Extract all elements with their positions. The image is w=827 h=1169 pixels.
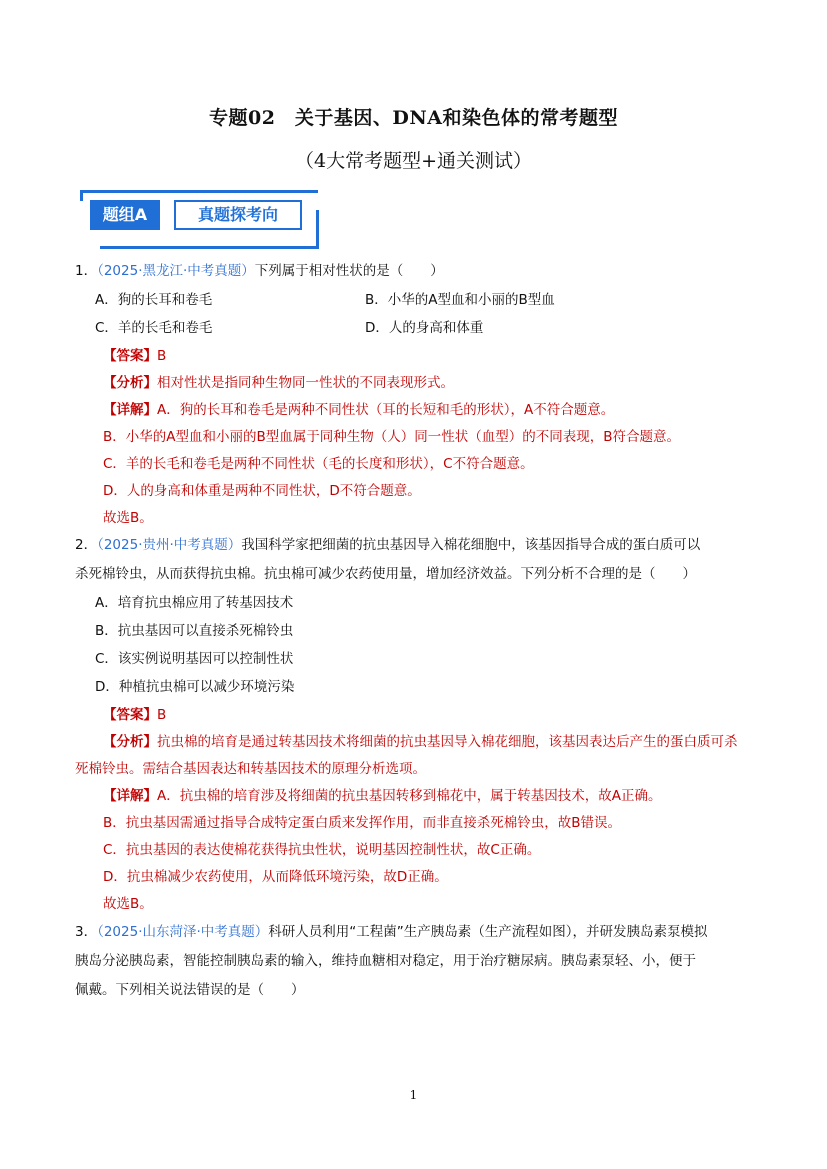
analysis-label: 【分析】 bbox=[103, 375, 157, 391]
question-source: （2025·黑龙江·中考真题） bbox=[97, 263, 255, 279]
q1-conclusion: 故选B。 bbox=[103, 510, 153, 526]
q1-option-b: B．小华的A型血和小丽的B型血 bbox=[365, 292, 555, 308]
q2-option-b: B．抗虫基因可以直接杀死棉铃虫 bbox=[95, 623, 294, 639]
q1-analysis bbox=[103, 373, 454, 393]
question-source: （2025·贵州·中考真题） bbox=[97, 537, 242, 553]
q2-answer bbox=[103, 705, 166, 725]
q2-option-d: D．种植抗虫棉可以减少环境污染 bbox=[95, 679, 295, 695]
answer-value: B bbox=[157, 348, 167, 364]
question-text: 我国科学家把细菌的抗虫基因导入棉花细胞中，该基因指导合成的蛋白质可以 bbox=[241, 537, 701, 553]
question-text: 科研人员利用“工程菌”生产胰岛素（生产流程如图），并研发胰岛素泵模拟 bbox=[268, 924, 708, 940]
detail-text: A．狗的长耳和卷毛是两种不同性状（耳的长短和毛的形状），A不符合题意。 bbox=[157, 402, 615, 418]
question-3-stem-end: 佩戴。下列相关说法错误的是（ ） bbox=[75, 982, 305, 998]
q1-detail-a bbox=[103, 400, 614, 420]
q2-detail-c: C．抗虫基因的表达使棉花获得抗虫性状，说明基因控制性状，故C正确。 bbox=[103, 842, 541, 858]
analysis-text: 相对性状是指同种生物同一性状的不同表现形式。 bbox=[157, 375, 454, 391]
q2-detail-a bbox=[103, 786, 661, 806]
page-subtitle: （4大常考题型+通关测试） bbox=[294, 150, 532, 172]
answer-value: B bbox=[157, 707, 167, 723]
q2-conclusion: 故选B。 bbox=[103, 896, 153, 912]
question-2-stem-cont: 杀死棉铃虫，从而获得抗虫棉。抗虫棉可减少农药使用量，增加经济效益。下列分析不合理的是（ ） bbox=[75, 566, 696, 582]
detail-text: A．抗虫棉的培育涉及将细菌的抗虫基因转移到棉花中，属于转基因技术，故A正确。 bbox=[157, 788, 662, 804]
detail-label: 【详解】 bbox=[103, 402, 157, 418]
q2-analysis bbox=[103, 732, 738, 752]
q1-detail-c: C．羊的长毛和卷毛是两种不同性状（毛的长度和形状），C不符合题意。 bbox=[103, 456, 534, 472]
answer-label: 【答案】 bbox=[103, 707, 157, 723]
question-1-stem bbox=[75, 261, 444, 281]
q1-option-d: D．人的身高和体重 bbox=[365, 320, 484, 336]
banner-group-tag: 题组A bbox=[90, 200, 160, 230]
detail-label: 【详解】 bbox=[103, 788, 157, 804]
section-banner bbox=[80, 190, 320, 250]
page-number: 1 bbox=[409, 1088, 418, 1102]
page-title: 专题02 关于基因、DNA和染色体的常考题型 bbox=[208, 107, 619, 129]
question-source: （2025·山东菏泽·中考真题） bbox=[97, 924, 269, 940]
analysis-label: 【分析】 bbox=[103, 734, 157, 750]
question-2-stem bbox=[75, 535, 700, 555]
q2-detail-b: B．抗虫基因需通过指导合成特定蛋白质来发挥作用，而非直接杀死棉铃虫，故B错误。 bbox=[103, 815, 622, 831]
q1-option-a: A．狗的长耳和卷毛 bbox=[95, 292, 213, 308]
q2-detail-d: D．抗虫棉减少农药使用，从而降低环境污染，故D正确。 bbox=[103, 869, 448, 885]
question-text: 下列属于相对性状的是（ ） bbox=[254, 263, 444, 279]
q1-answer bbox=[103, 346, 166, 366]
question-3-stem bbox=[75, 922, 708, 942]
q1-detail-d: D．人的身高和体重是两种不同性状，D不符合题意。 bbox=[103, 483, 421, 499]
analysis-text: 抗虫棉的培育是通过转基因技术将细菌的抗虫基因导入棉花细胞，该基因表达后产生的蛋白质可杀 bbox=[157, 734, 738, 750]
question-number: 1． bbox=[75, 263, 98, 279]
banner-label-tag: 真题探考向 bbox=[174, 200, 302, 230]
question-3-stem-cont: 胰岛分泌胰岛素，智能控制胰岛素的输入，维持血糖相对稳定，用于治疗糖尿病。胰岛素泵轻、小，便于 bbox=[75, 953, 696, 969]
question-number: 3． bbox=[75, 924, 98, 940]
question-number: 2． bbox=[75, 537, 98, 553]
q1-option-c: C．羊的长毛和卷毛 bbox=[95, 320, 213, 336]
q2-analysis-cont: 死棉铃虫。需结合基因表达和转基因技术的原理分析选项。 bbox=[75, 761, 426, 777]
q2-option-c: C．该实例说明基因可以控制性状 bbox=[95, 651, 294, 667]
answer-label: 【答案】 bbox=[103, 348, 157, 364]
q1-detail-b: B．小华的A型血和小丽的B型血属于同种生物（人）同一性状（血型）的不同表现，B符合题意。 bbox=[103, 429, 681, 445]
q2-option-a: A．培育抗虫棉应用了转基因技术 bbox=[95, 595, 294, 611]
